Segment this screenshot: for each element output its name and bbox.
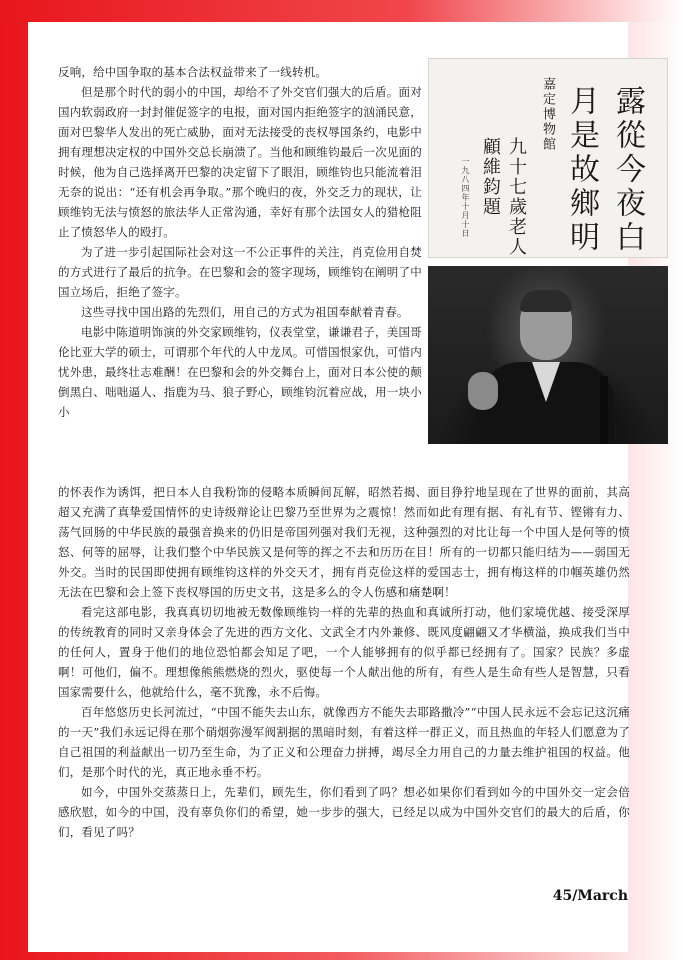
calligraphy-image: [428, 58, 668, 258]
paragraph-7: 百年悠悠历史长河流过，“中国不能失去山东，就像西方不能失去耶路撒冷”“中国人民永远不会忘记这沉痛的一天”我们永远记得在那个硝烟弥漫军阀割据的黑暗时刻，有着这样一群正义，而且热血的年轻人们愿意为了自己祖国的利益献出一切乃至生命，为了正义和公理奋力拼搏，竭尽全力用自己的力量去维护祖国的权益。他们，是那个时代的光，真正地永垂不朽。: [58, 705, 630, 779]
calligraphy-inscription: 嘉定博物館: [540, 77, 555, 152]
red-header-band: [0, 0, 683, 22]
paragraph-8: 如今，中国外交蒸蒸日上，先辈们，顾先生，你们看到了吗？想必如果你们看到如今的中国外交一定会倍感欣慰，如今的中国，没有辜负你们的希望，她一步步的强大，已经足以成为中国外交官们的最大的后盾，你们，看见了吗？: [58, 785, 630, 839]
paragraph-4: 这些寻找中国出路的先烈们，用自己的方式为祖国奉献着青春。: [81, 305, 409, 319]
photo-microphone: [600, 376, 608, 444]
photo-hand: [468, 372, 498, 410]
paragraph-5-start: 电影中陈道明饰演的外交家顾维钧，仪表堂堂，谦谦君子，美国哥伦比亚大学的硕士，可谓那个年代的人中龙凤。可惜国恨家仇，可惜内忧外患，最终壮志难酬！在巴黎和会的外交舞台上，面对日本公使的颠倒黑白、咄咄逼人、指鹿为马、狼子野心，顾维钧沉着应战，用一块小小: [58, 325, 422, 419]
calligraphy-line-1: 露從今夜白: [610, 85, 645, 255]
paragraph-5-continued: 的怀表作为诱饵，把日本人自我粉饰的侵略本质瞬间瓦解，昭然若揭、面目狰狞地呈现在了世界的面前，其高超又充满了真挚爱国情怀的史诗级辩论让巴黎乃至世界为之震惊！然而如此有理有据、有礼有节、铿锵有力、荡气回肠的中华民族的最强音换来的仍旧是帝国列强对我们无视，这种强烈的对比让每一个中国人是何等的愤怒、何等的屈辱，让我们整个中华民族又是何等的挥之不去和历历在目！所有的一切都只能归结为——弱国无外交。当时的民国即使拥有顾维钧这样的外交天才，拥有肖克俭这样的爱国志士，拥有梅这样的巾帼英雄仍然无法在巴黎和会上签下丧权辱国的历史文书，这是多么的令人伤感和痛楚啊！: [58, 485, 630, 599]
calligraphy-signature-name: 顧維鈞題: [480, 137, 501, 217]
article-column-lower: [58, 482, 630, 842]
photo-hair: [520, 290, 572, 312]
calligraphy-line-2: 月是故鄉明: [564, 85, 599, 255]
portrait-photo: [428, 266, 668, 444]
article-column-upper: [58, 62, 422, 422]
paragraph-6: 看完这部电影，我真真切切地被无数像顾维钧一样的先辈的热血和真诚所打动，他们家境优越、接受深厚的传统教育的同时又亲身体会了先进的西方文化、文武全才内外兼修、既风度翩翩又才华横溢，换成我们当中的任何人，置身于他们的地位恐怕都会知足了吧，一个人能够拥有的似乎都已经拥有了。国家？民族？多虚啊！可他们，偏不。理想像熊熊燃烧的烈火，驱使每一个人献出他的所有，有些人是生命有些人是智慧，只看国家需要什么，他就给什么，毫不犹豫，永不后悔。: [58, 605, 630, 699]
calligraphy-date: 一九八四年十月十日: [461, 157, 470, 238]
page-number: 45/March: [552, 888, 628, 904]
paragraph-1: 反响，给中国争取的基本合法权益带来了一线转机。: [58, 65, 328, 79]
paragraph-3: 为了进一步引起国际社会对这一不公正事件的关注，肖克俭用自焚的方式进行了最后的抗争。在巴黎和会的签字现场，顾维钧在阐明了中国立场后，拒绝了签字。: [58, 245, 422, 299]
paragraph-2: 但是那个时代的弱小的中国，却给不了外交官们强大的后盾。面对国内软弱政府一封封催促签字的电报，面对国内拒绝签字的汹涌民意，面对巴黎华人发出的死亡威胁，面对无法接受的丧权辱国条约，电影中拥有理想决定权的中国外交总长崩溃了。当他和顾维钧最后一次见面的时候，他为自己选择离开巴黎的决定留下了眼泪，顾维钧也只能流着泪无奈的说出：“还有机会再争取。”那个晚归的夜，外交乏力的现状，让顾维钧无法与愤怒的旅法华人正常沟通，幸好有那个法国女人的猎枪阻止了愤怒华人的殴打。: [58, 85, 422, 239]
calligraphy-signature-age: 九十七歲老人: [506, 137, 527, 257]
